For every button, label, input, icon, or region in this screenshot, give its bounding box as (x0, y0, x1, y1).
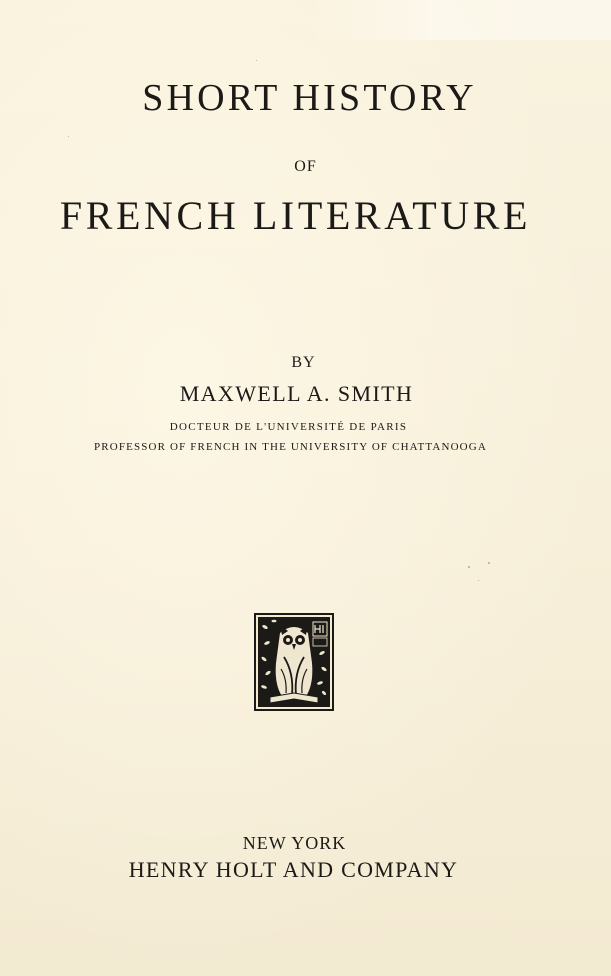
page-corner-highlight (311, 0, 611, 40)
publication-city: NEW YORK (242, 833, 347, 853)
paper-speck (468, 566, 470, 568)
paper-speck (68, 136, 69, 137)
byline-by: BY (291, 354, 316, 371)
title-line-1: SHORT HISTORY (142, 77, 477, 119)
publisher-name: HENRY HOLT AND COMPANY (128, 857, 459, 882)
title-connector: OF (294, 158, 317, 175)
paper-speck (256, 60, 257, 61)
author-credential-1: DOCTEUR DE L'UNIVERSITÉ DE PARIS (169, 421, 408, 433)
title-line-2: FRENCH LITERATURE (59, 193, 532, 238)
author-name: MAXWELL A. SMITH (179, 381, 414, 406)
author-credential-2: PROFESSOR OF FRENCH IN THE UNIVERSITY OF CHATTANOOGA (94, 441, 487, 453)
paper-speck (488, 562, 490, 564)
paper-speck (478, 580, 479, 581)
publisher-device-icon (254, 613, 334, 711)
